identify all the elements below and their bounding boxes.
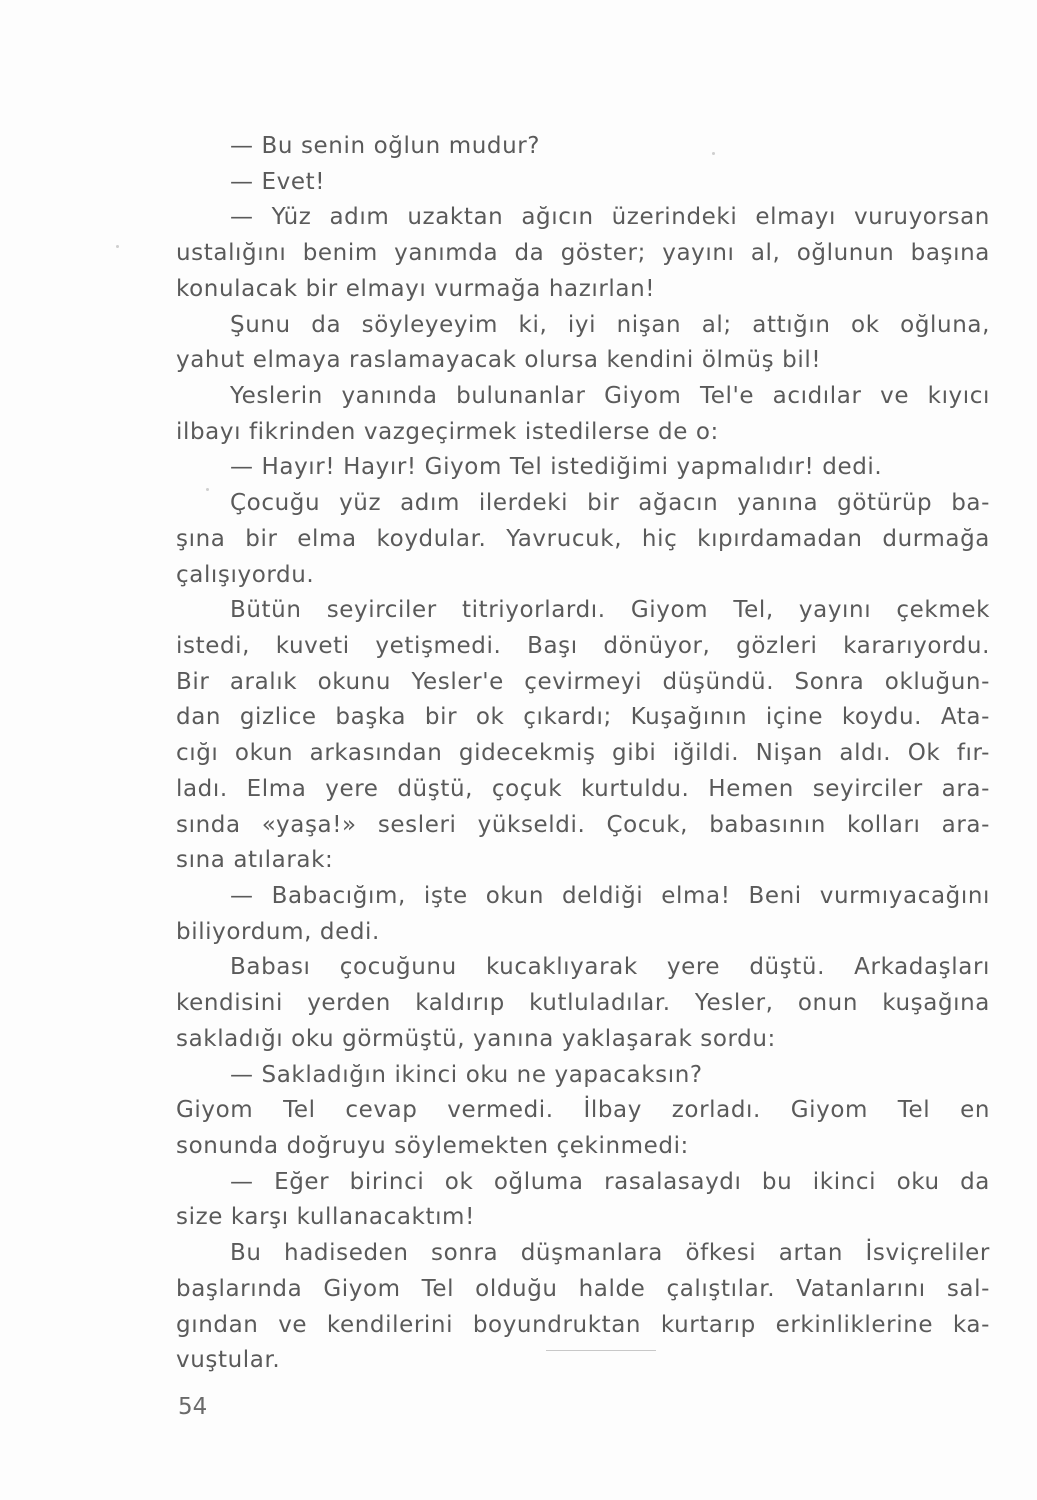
print-speck — [206, 488, 209, 491]
text-line: — Evet! — [230, 169, 326, 195]
text-line: vuştular. — [176, 1347, 281, 1373]
text-line: Giyom Tel cevap vermedi. İlbay zorladı. Giyom Tel en — [176, 1097, 990, 1123]
text-line: dan gizlice başka bir ok çıkardı; Kuşağının içine koydu. Ata- — [176, 704, 990, 730]
text-line: — Yüz adım uzaktan ağıcın üzerindeki elmayı vuruyorsan — [230, 204, 990, 230]
page-number: 54 — [178, 1394, 208, 1420]
text-line: — Eğer birinci ok oğluma rasalasaydı bu ikinci oku da — [230, 1169, 990, 1195]
text-line: ilbayı fikrinden vazgeçirmek istedilerse de o: — [176, 419, 719, 445]
print-speck — [712, 152, 715, 155]
text-line: Şunu da söyleyeyim ki, iyi nişan al; attığın ok oğluna, — [230, 312, 990, 338]
text-line: sonunda doğruyu söylemekten çekinmedi: — [176, 1133, 689, 1159]
text-line: Bu hadiseden sonra düşmanlara öfkesi artan İsviçreliler — [230, 1240, 990, 1266]
text-line: Babası çocuğunu kucaklıyarak yere düştü. Arkadaşları — [230, 954, 990, 980]
text-line: yahut elmaya raslamayacak olursa kendini ölmüş bil! — [176, 347, 822, 373]
text-line: ladı. Elma yere düştü, çoçuk kurtuldu. Hemen seyirciler ara- — [176, 776, 990, 802]
text-line: sında «yaşa!» sesleri yükseldi. Çocuk, babasının kolları ara- — [176, 812, 990, 838]
text-line: size karşı kullanacaktım! — [176, 1204, 475, 1230]
end-divider — [546, 1350, 656, 1351]
text-line: başlarında Giyom Tel olduğu halde çalıştılar. Vatanlarını sal- — [176, 1276, 990, 1302]
text-line: Bütün seyirciler titriyorlardı. Giyom Tel, yayını çekmek — [230, 597, 990, 623]
print-speck — [116, 245, 119, 248]
text-line: Bir aralık okunu Yesler'e çevirmeyi düşündü. Sonra okluğun- — [176, 669, 990, 695]
text-line: gından ve kendilerini boyundruktan kurtarıp erkinliklerine ka- — [176, 1312, 990, 1338]
text-line: Çocuğu yüz adım ilerdeki bir ağacın yanına götürüp ba- — [230, 490, 990, 516]
text-line: kendisini yerden kaldırıp kutluladılar. Yesler, onun kuşağına — [176, 990, 990, 1016]
text-line: sına atılarak: — [176, 847, 334, 873]
text-line: Yeslerin yanında bulunanlar Giyom Tel'e acıdılar ve kıyıcı — [230, 383, 990, 409]
text-line: ustalığını benim yanımda da göster; yayını al, oğlunun başına — [176, 240, 990, 266]
text-line: cığı okun arkasından gidecekmiş gibi iğildi. Nişan aldı. Ok fır- — [176, 740, 990, 766]
text-line: — Bu senin oğlun mudur? — [230, 133, 541, 159]
text-line: çalışıyordu. — [176, 562, 315, 588]
text-line: biliyordum, dedi. — [176, 919, 380, 945]
text-line: — Sakladığın ikinci oku ne yapacaksın? — [230, 1062, 703, 1088]
text-line: şına bir elma koydular. Yavrucuk, hiç kıpırdamadan durmağa — [176, 526, 990, 552]
text-line: istedi, kuveti yetişmedi. Başı dönüyor, gözleri kararıyordu. — [176, 633, 990, 659]
text-line: — Babacığım, işte okun deldiği elma! Beni vurmıyacağını — [230, 883, 990, 909]
text-line: sakladığı oku görmüştü, yanına yaklaşarak sordu: — [176, 1026, 776, 1052]
text-line: — Hayır! Hayır! Giyom Tel istediğimi yapmalıdır! dedi. — [230, 454, 883, 480]
text-line: konulacak bir elmayı vurmağa hazırlan! — [176, 276, 656, 302]
